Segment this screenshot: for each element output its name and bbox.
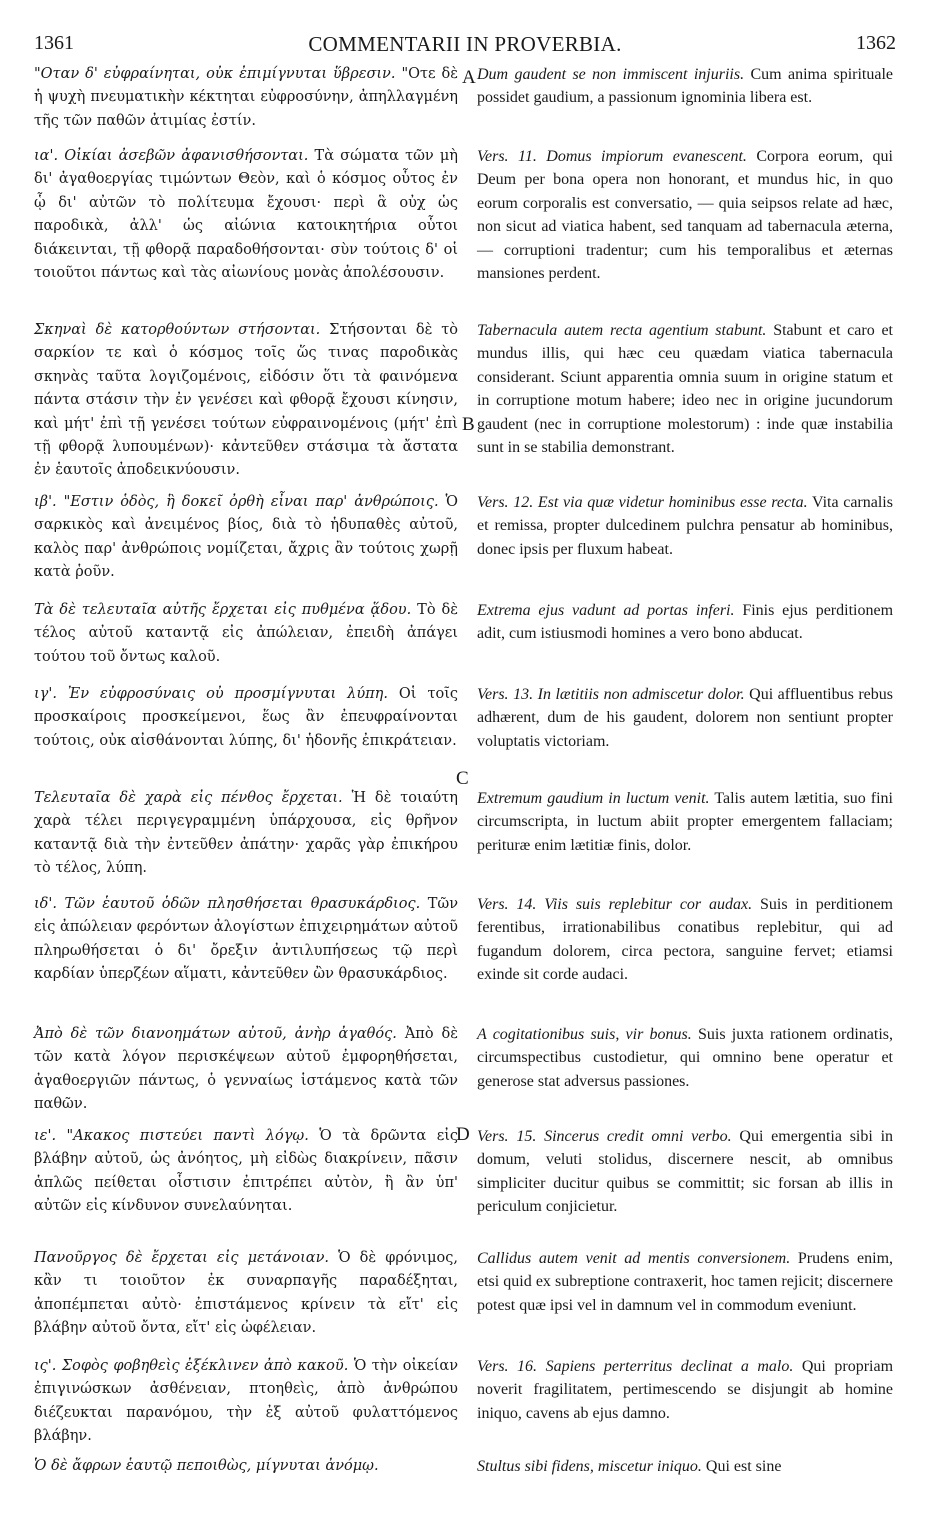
commentary-text: Talis autem lætitia, suo fini circumscripta, in luctum abiit propter emergentem fallaciam; perituræ enim lætitiæ finis, dolor.	[477, 790, 893, 854]
verse-lemma: Ἀπὸ δὲ τῶν διανοημάτων αὐτοῦ, ἀνὴρ ἀγαθός.	[34, 1026, 397, 1042]
verse-lemma: Vers. 12. Est via quæ videtur hominibus esse recta.	[477, 494, 808, 511]
verse-lemma: Stultus sibi fidens, miscetur iniquo.	[477, 1458, 702, 1475]
commentary-text: Ἡ δὲ τοιαύτη χαρὰ τέλει περιγεγραμμένη ὑπάρχουσα, εἰς θρῆνον καταντᾷ διὰ τὴν ἐντεῦθεν ἀπάτην· χαρᾶς γὰρ ἐπικήρου τὸ τέλος, λύπη.	[34, 790, 458, 877]
greek-paragraph	[34, 1247, 458, 1341]
latin-paragraph	[477, 1455, 893, 1478]
latin-paragraph	[477, 63, 893, 110]
greek-paragraph	[34, 491, 458, 585]
commentary-text: Qui emergentia sibi in domum, veluti stolidus, discernere nescit, ab omnibus simpliciter ducitur quibus se committit; sic forsan ab illis in periculum conjicietur.	[477, 1128, 894, 1216]
greek-paragraph	[34, 787, 458, 881]
verse-lemma: Ὁ δὲ ἄφρων ἑαυτῷ πεποιθὼς, μίγνυται ἀνόμῳ.	[34, 1458, 379, 1474]
commentary-text: Ὁ σαρκικὸς καὶ ἀνειμένος βίος, διὰ τὸ ἡδυπαθὲς αὐτοῦ, καλὸς παρ' ἀνθρώποις νομίζεται, ἄχρις ἂν τούτοις χωρῇ κατὰ ῥοῦν.	[34, 494, 459, 581]
page-number-right: 1362	[856, 32, 896, 54]
greek-paragraph	[34, 1125, 458, 1219]
greek-paragraph	[34, 319, 458, 483]
greek-paragraph	[34, 145, 458, 285]
commentary-text: Vita carnalis et remissa, propter dulcedinem pulchra pensatur ab hominibus, donec ipsis per fluxum habeat.	[477, 494, 893, 558]
commentary-text: Τὸ δὲ τέλος αὐτοῦ καταντᾷ εἰς ἀπώλειαν, ἐπειδὴ ἀπάγει τούτου τοῦ ὄντως καλοῦ.	[34, 602, 459, 665]
verse-lemma: Callidus autem venit ad mentis conversionem.	[477, 1250, 791, 1267]
verse-lemma: Τὰ δὲ τελευταῖα αὐτῆς ἔρχεται εἰς πυθμένα ᾅδου.	[34, 602, 412, 618]
commentary-text: Prudens enim, etsi quid ex subreptione contraxerit, hoc tamen rejicit; discernere potest quæ ipsi vel in damnum vel in commodum eveniunt.	[477, 1250, 894, 1314]
greek-paragraph	[34, 63, 458, 133]
verse-lemma: ις'. Σοφὸς φοβηθεὶς ἐξέκλινεν ἀπὸ κακοῦ.	[34, 1358, 349, 1374]
greek-paragraph	[34, 599, 458, 669]
greek-paragraph	[34, 1455, 458, 1478]
verse-lemma: Πανοῦργος δὲ ἔρχεται εἰς μετάνοιαν.	[34, 1250, 330, 1266]
verse-lemma: ιδ'. Τῶν ἑαυτοῦ ὁδῶν πλησθήσεται θρασυκάρδιος.	[34, 896, 421, 912]
verse-lemma: "Οταν δ' εὐφραίνηται, οὐκ ἐπιμίγνυται ὕβρεσιν.	[34, 66, 396, 82]
verse-lemma: ιε'. "Ακακος πιστεύει παντὶ λόγῳ.	[34, 1128, 309, 1144]
latin-paragraph	[477, 683, 893, 753]
verse-lemma: Vers. 13. In lætitiis non admiscetur dolor.	[477, 686, 745, 703]
margin-letter-b: B	[462, 414, 475, 435]
greek-paragraph	[34, 683, 458, 753]
verse-lemma: Vers. 11. Domus impiorum evanescent.	[477, 148, 747, 165]
latin-paragraph	[477, 599, 893, 646]
commentary-text: Οἱ τοῖς προσκαίροις προσκείμενοι, ἕως ἂν ἐπευφραίνονται τούτοις, οὐκ αἰσθάνονται λύπης, δι' ἡδονῆς ἐπικράτειαν.	[34, 686, 459, 749]
commentary-text: Qui est sine	[705, 1458, 782, 1475]
latin-paragraph	[477, 893, 893, 987]
verse-lemma: Vers. 15. Sincerus credit omni verbo.	[477, 1128, 732, 1145]
verse-lemma: ιγ'. Ἐν εὐφροσύναις οὐ προσμίγνυται λύπη.	[34, 686, 388, 702]
commentary-text: Ἀπὸ δὲ τῶν κατὰ λόγον περισκέψεων αὐτοῦ ἐμφορηθήσεται, ἀγαθοεργιῶν πάντως, ὁ γενναίως ἱστάμενος κατὰ τῶν παθῶν.	[34, 1026, 458, 1113]
commentary-text: Cum anima spiritualе possidet gaudium, a passionum ignominia libera est.	[477, 66, 894, 107]
latin-paragraph	[477, 145, 893, 285]
margin-letter-a: A	[462, 67, 476, 88]
greek-paragraph	[34, 1355, 458, 1449]
commentary-text: Qui affluentibus rebus adhærent, dum de his gaudent, dolorem non sentiunt propter voluptatis victoriam.	[477, 686, 894, 750]
verse-lemma: Τελευταῖα δὲ χαρὰ εἰς πένθος ἔρχεται.	[34, 790, 343, 806]
verse-lemma: ια'. Οἰκίαι ἀσεβῶν ἀφανισθήσονται.	[34, 148, 309, 164]
commentary-text: Ὁ τὰ δρῶντα εἰς βλάβην αὐτοῦ, ὡς ἀνόητος, μὴ εἰδὼς διακρίνειν, πᾶσιν ἁπλῶς πείθεται οἷστισιν ἐπιτρέπει αὐτὸν, ἢ ἂν ὑπ' αὐτῶν εἰς κίνδυνον συνελαύνηται.	[34, 1128, 459, 1215]
latin-paragraph	[477, 319, 893, 459]
commentary-text: Τὰ σώματα τῶν μὴ δι' ἀγαθοεργίας τιμώντων Θεὸν, καὶ ὁ κόσμος οὗτος ἐν ᾧ δι' αὐτῶν τὸ πολίτευμα ἔχουσι· περὶ ἃ οὐχ ὡς παροδικὰ, ἀλλ' ὡς αἰώνια κατοικητήρια οὗτοι διάκεινται, τῇ φθορᾷ παραδοθήσονται· σὺν τούτοις δ' οἱ τοιοῦτοι πάντως καὶ τὰς αἰωνίους μονὰς ἀπολέσουσιν.	[34, 148, 458, 282]
verse-lemma: Tabernacula autem recta agentium stabunt.	[477, 322, 767, 339]
commentary-text: Qui propriam noverit fragilitatem, pertimescendo se disjungit ab homine iniquo, cavens ab ejus damno.	[477, 1358, 894, 1422]
verse-lemma: Extrema ejus vadunt ad portas inferi.	[477, 602, 735, 619]
commentary-text: Στήσονται δὲ τὸ σαρκίον τε καὶ ὁ κόσμος τοῖς ὥς τινας παροδικὰς σκηνὰς ταῦτα λογιζομένοις, εἰδόσιν ὅτι τὰ φαινόμενα πάντα στάσιν τὴν ἐν γενέσει καὶ φθορᾷ ἔχουσι κίνησιν, καὶ μήτ' ἐπὶ τῇ γενέσει τούτων εὐφραινομένοις (μήτ' ἐπὶ τῇ φθορᾷ λυπουμένων)· κἀντεῦθεν στάσιμα τὰ ἄστατα ἐν ἑαυτοῖς ἀποδεικνύουσιν.	[34, 322, 459, 479]
commentary-text: Ὁ δὲ φρόνιμος, κἂν τι τοιοῦτον ἐκ συναρπαγῆς παραδέξηται, ἀποπέμπεται αὐτὸ· ἐπιστάμενος κρίνειν τὰ εἴτ' εἰς βλάβην αὐτοῦ ὄντα, εἴτ' εἰς ὠφέλειαν.	[34, 1250, 459, 1337]
margin-letter-c: C	[456, 768, 469, 789]
greek-paragraph	[34, 1023, 458, 1117]
verse-lemma: Dum gaudent se non immiscent injuriis.	[477, 66, 745, 83]
verse-lemma: Vers. 14. Viis suis replebitur cor audax.	[477, 896, 753, 913]
latin-paragraph	[477, 1355, 893, 1425]
commentary-text: Τῶν εἰς ἀπώλειαν φερόντων ἀλογίστων ἐπιχειρημάτων αὐτοῦ πληρωθήσεται ὁ δι' ὄρεξιν ἀντιλυπήσεως τῷ περὶ καρδίαν ὑπερζέων αἵματι, κἀντεῦθεν ὢν θρασυκάρδιος.	[34, 896, 459, 983]
running-title: COMMENTARII IN PROVERBIA.	[308, 32, 622, 56]
verse-lemma: A cogitationibus suis, vir bonus.	[477, 1026, 692, 1043]
margin-letter-d: D	[456, 1124, 470, 1145]
verse-lemma: ιβ'. "Εστιν ὁδὸς, ἣ δοκεῖ ὀρθὴ εἶναι παρ' ἀνθρώποις.	[34, 494, 439, 510]
verse-lemma: Σκηναὶ δὲ κατορθούντων στήσονται.	[34, 322, 321, 338]
commentary-text: Suis in perditionem ferentibus, irrationabilibus conatibus replebitur, qui ad fugandum dolorem, circa pectora, sanguine fervet; etiamsi exinde sit corde audaci.	[477, 896, 894, 984]
commentary-text: Corpora eorum, qui Deum per bona opera non honorant, et mundus hic, in quo eorum corporalis est conversatio, — quia seipsos relate ad hæc, non sicut ad viatica habent, sed tanquam ad tabernacula æterna, — corruptioni tradentur; cum his temporalibus et æternas mansiones perdent.	[477, 148, 894, 283]
latin-paragraph	[477, 1247, 893, 1317]
latin-paragraph	[477, 491, 893, 561]
latin-paragraph	[477, 787, 893, 857]
commentary-text: "Οτε δὲ ἡ ψυχὴ πνευματικὴν κέκτηται εὐφροσύνην, ἀπηλλαγμένη τῆς τῶν παθῶν ἀτιμίας ἐστίν.	[34, 66, 458, 129]
latin-paragraph	[477, 1125, 893, 1219]
commentary-text: Suis juxta rationem ordinatis, circumspectibus custodietur, qui omnino bene operatur et generose stat adversus passiones.	[477, 1026, 894, 1090]
greek-paragraph	[34, 893, 458, 987]
page-number-left: 1361	[34, 32, 74, 54]
commentary-text: Finis ejus perditionem adit, cum istiusmodi homines a vero bono abducat.	[477, 602, 894, 643]
commentary-text: Ὁ τὴν οἰκείαν ἐπιγινώσκων ἀσθένειαν, πτοηθεὶς, ἀπὸ ἀνθρώπου διέζευκται παρανόμου, τὴν ἐξ αὐτοῦ φυλαττόμενος βλάβην.	[34, 1358, 459, 1445]
verse-lemma: Vers. 16. Sapiens perterritus declinat a malo.	[477, 1358, 794, 1375]
commentary-text: Stabunt et caro et mundus illis, qui hæc ceu quædam viatica tabernacula considerant. Sciunt apparentia omnia suum in origine statum et in corruptione motum habere; ideo nec in origine jucundorum gaudent (nec in corruptione molestorum) : inde quæ instabilia sunt in se stabilia demonstrant.	[477, 322, 893, 457]
page-header	[34, 32, 896, 62]
verse-lemma: Extremum gaudium in luctum venit.	[477, 790, 710, 807]
latin-paragraph	[477, 1023, 893, 1093]
